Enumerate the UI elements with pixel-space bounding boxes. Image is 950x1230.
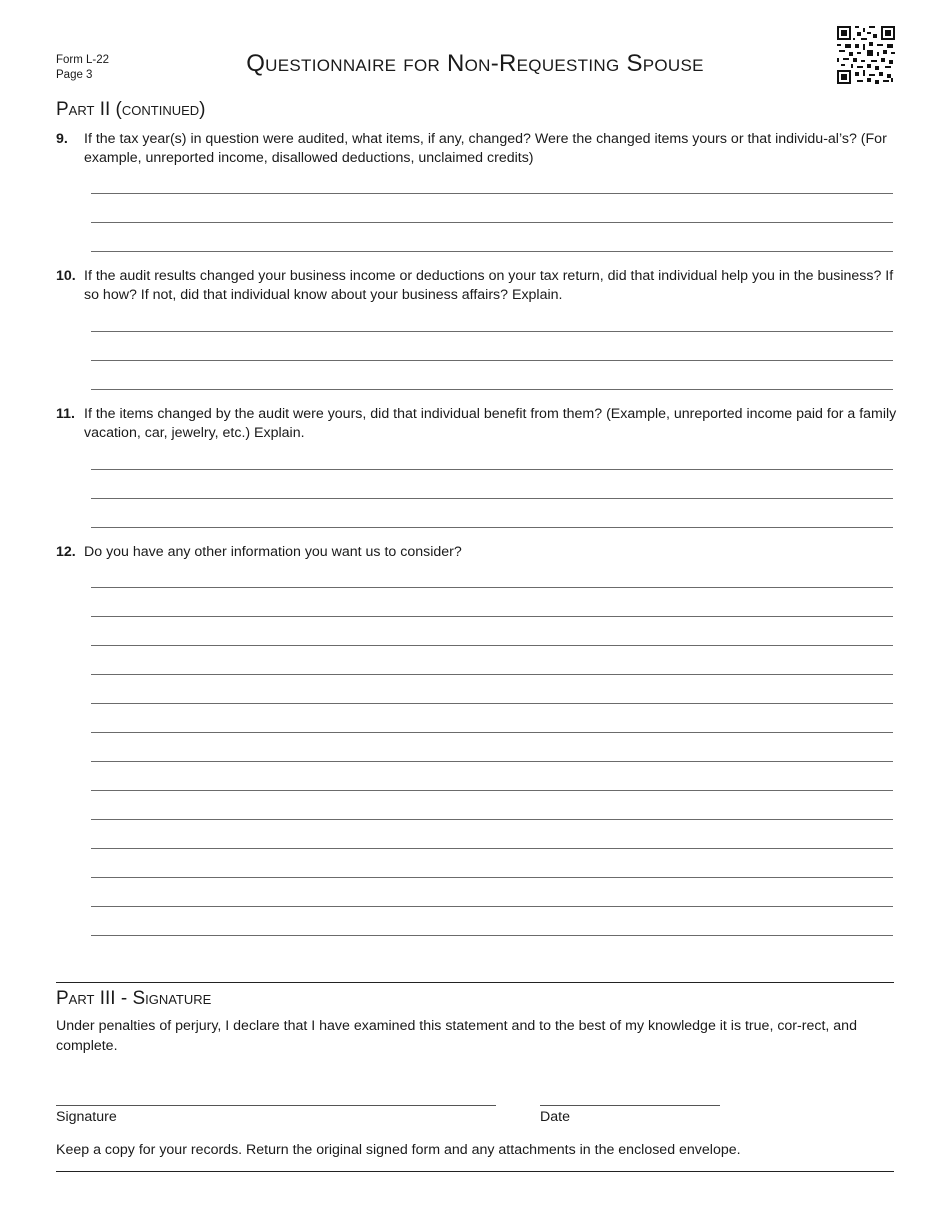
part-iii-divider (56, 982, 894, 983)
perjury-declaration: Under penalties of perjury, I declare that I have examined this statement and to the best of my knowledge it is true, cor-rect, and complete. (56, 1018, 857, 1054)
answer-line-q12-12[interactable] (91, 906, 893, 907)
question-text: If the tax year(s) in question were audited, what items, if any, changed? Were the changed items yours or that individu-al’s? (For example, unreported income, disallowed deductions, unclaimed credits) (84, 131, 887, 166)
form-number: Form L-22 (56, 54, 110, 66)
answer-line-q9-1[interactable] (91, 193, 893, 194)
answer-line-q12-8[interactable] (91, 790, 893, 791)
date-label: Date (540, 1109, 570, 1125)
answer-line-q10-1[interactable] (91, 331, 893, 332)
answer-line-q12-5[interactable] (91, 703, 893, 704)
date-field[interactable] (540, 1105, 720, 1106)
form-identifier (56, 53, 109, 83)
answer-line-q11-3[interactable] (91, 527, 893, 528)
question-11 (56, 405, 898, 443)
answer-line-q10-2[interactable] (91, 360, 893, 361)
question-number: 10. (56, 268, 76, 284)
answer-line-q9-2[interactable] (91, 222, 893, 223)
page-title: Questionnaire for Non-Requesting Spouse (246, 50, 704, 77)
answer-line-q12-11[interactable] (91, 877, 893, 878)
answer-line-q12-1[interactable] (91, 587, 893, 588)
question-9 (56, 130, 898, 168)
answer-line-q12-4[interactable] (91, 674, 893, 675)
qr-code-icon (837, 26, 895, 84)
signature-label: Signature (56, 1109, 117, 1125)
bottom-divider (56, 1171, 894, 1172)
part-iii-heading: Part III - Signature (56, 988, 212, 1009)
part-ii-heading: Part II (continued) (56, 99, 206, 120)
answer-line-q12-10[interactable] (91, 848, 893, 849)
question-number: 12. (56, 544, 76, 560)
answer-line-q9-3[interactable] (91, 251, 893, 252)
answer-line-q12-6[interactable] (91, 732, 893, 733)
question-10 (56, 267, 898, 305)
answer-line-q11-2[interactable] (91, 498, 893, 499)
page-number: Page 3 (56, 69, 93, 81)
answer-line-q12-7[interactable] (91, 761, 893, 762)
question-text: If the audit results changed your business income or deductions on your tax return, did that individual help you in the business? If so how? If not, did that individual know about your business affairs? Explain. (84, 268, 894, 303)
question-number: 9. (56, 131, 68, 147)
answer-line-q10-3[interactable] (91, 389, 893, 390)
question-text: If the items changed by the audit were yours, did that individual benefit from them? (Example, unreported income paid for a family vacation, car, jewelry, etc.) Explain. (84, 406, 897, 441)
answer-line-q12-13[interactable] (91, 935, 893, 936)
answer-line-q12-2[interactable] (91, 616, 893, 617)
question-number: 11. (56, 406, 75, 422)
question-12 (56, 543, 898, 562)
answer-line-q12-3[interactable] (91, 645, 893, 646)
records-instruction: Keep a copy for your records. Return the original signed form and any attachments in the enclosed envelope. (56, 1142, 741, 1158)
signature-field[interactable] (56, 1105, 496, 1106)
answer-line-q12-9[interactable] (91, 819, 893, 820)
answer-line-q11-1[interactable] (91, 469, 893, 470)
question-text: Do you have any other information you want us to consider? (84, 544, 462, 560)
